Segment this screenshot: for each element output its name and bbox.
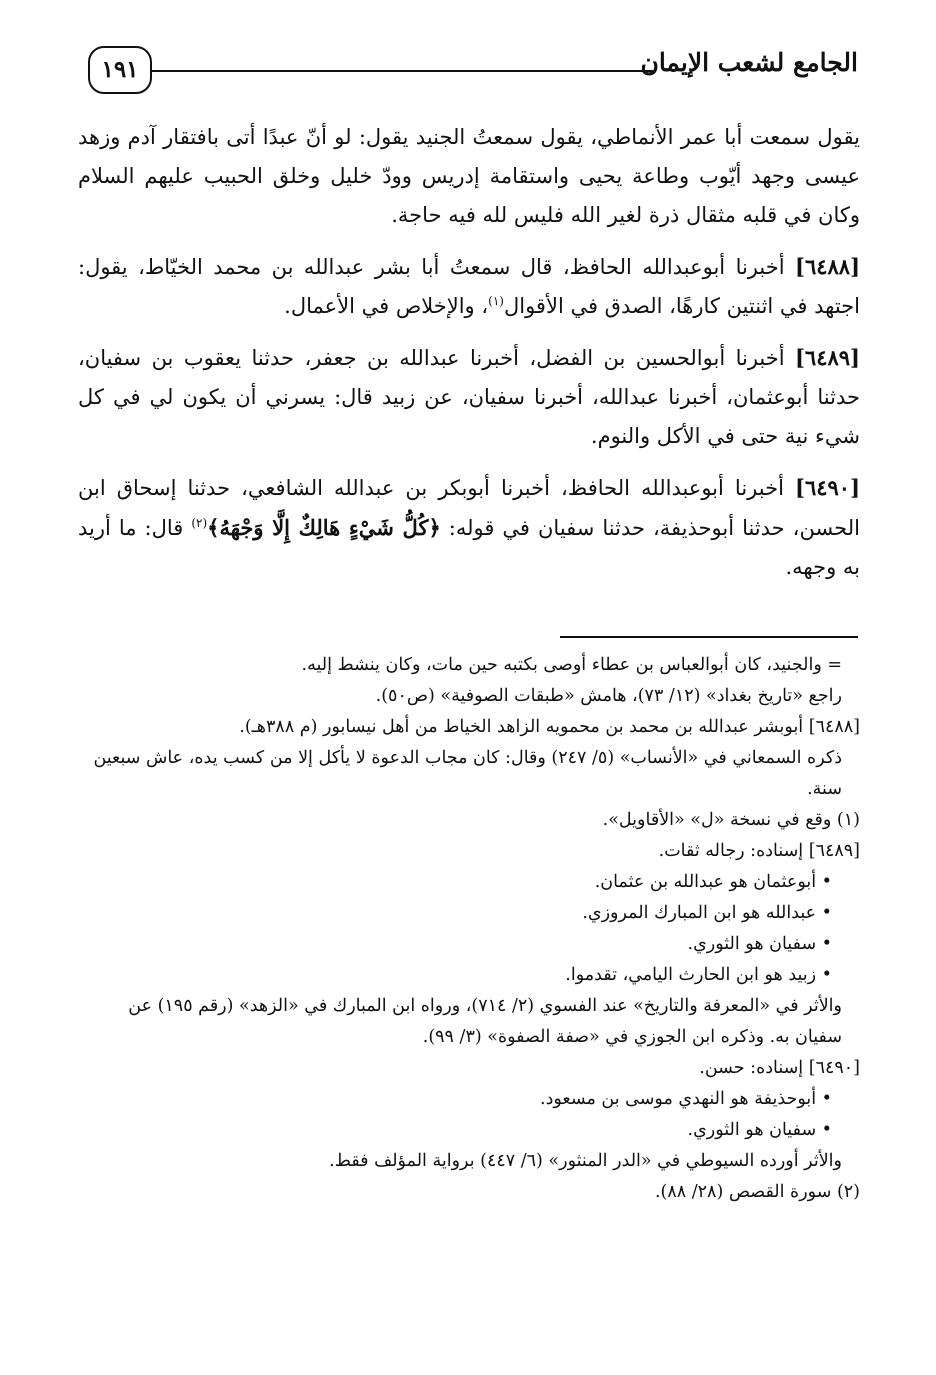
paragraph-6489 bbox=[78, 338, 860, 456]
bullet-item: • زبيد هو ابن الحارث اليامي، تقدموا. bbox=[565, 965, 832, 985]
footnote-2: (٢) سورة القصص (٢٨/ ٨٨). bbox=[654, 1182, 860, 1202]
bullet-item: • أبوحذيفة هو النهدي موسى بن مسعود. bbox=[540, 1089, 832, 1109]
note-line: والأثر أورده السيوطي في «الدر المنثور» (٦/ ٤٤٧) برواية المؤلف فقط. bbox=[329, 1151, 842, 1171]
hadith-number: [٦٤٨٨] bbox=[795, 254, 861, 279]
page-header bbox=[88, 46, 858, 102]
paragraph-text: قال: ما أريد به وجهه. bbox=[78, 516, 860, 579]
paragraph-text: ، والإخلاص في الأعمال. bbox=[284, 294, 489, 318]
paragraph-6488 bbox=[78, 247, 860, 326]
paragraph-text: أخبرنا أبوعبدالله الحافظ، أخبرنا أبوبكر بن عبدالله الشافعي، حدثنا إسحاق ابن الحسن، حدثنا أبوحذيفة، حدثنا سفيان في قوله: bbox=[78, 476, 860, 540]
bullet-item: • سفيان هو الثوري. bbox=[687, 934, 832, 954]
footnote-ref: (٢) bbox=[191, 516, 208, 530]
bullet-item: • سفيان هو الثوري. bbox=[687, 1120, 832, 1140]
note-line: = والجنيد، كان أبوالعباس بن عطاء أوصى بكتبه حين مات، وكان ينشط إليه. bbox=[301, 655, 842, 675]
hadith-number: [٦٤٩٠] bbox=[795, 475, 860, 500]
running-title: الجامع لشعب الإيمان bbox=[640, 48, 858, 77]
header-rule bbox=[152, 70, 653, 72]
footnote-ref: (١) bbox=[488, 294, 504, 308]
note-heading: [٦٤٨٨] أبوبشر عبدالله بن محمد بن محمويه الزاهد الخياط من أهل نيسابور (م ٣٨٨هـ). bbox=[239, 717, 860, 737]
paragraph-text: أخبرنا أبوعبدالله الحافظ، قال سمعتُ أبا بشر عبدالله بن محمد الخيّاط، يقول: اجتهد في اثنتين كارهًا، الصدق في الأقوال bbox=[78, 255, 860, 318]
note-heading: [٦٤٩٠] إسناده: حسن. bbox=[699, 1058, 860, 1078]
note-heading: [٦٤٨٩] إسناده: رجاله ثقات. bbox=[658, 841, 860, 861]
quran-verse: ﴿كُلُّ شَيْءٍ هَالِكٌ إِلَّا وَجْهَهُ﴾ bbox=[207, 515, 441, 540]
paragraph-text: أخبرنا أبوالحسين بن الفضل، أخبرنا عبدالله بن جعفر، حدثنا يعقوب بن سفيان، حدثنا أبوعثمان، أخبرنا عبدالله، أخبرنا سفيان، عن زبيد قال: يسرني أن يكون لي في كل شيء نية حتى في الأكل والنوم. bbox=[78, 346, 860, 448]
paragraph-6490 bbox=[78, 468, 860, 587]
note-line: والأثر في «المعرفة والتاريخ» عند الفسوي (٢/ ٧١٤)، ورواه ابن المبارك في «الزهد» (رقم ١٩٥) عن سفيان به. وذكره ابن الجوزي في «صفة الصفوة» (٣/ ٩٩). bbox=[128, 996, 842, 1047]
footnotes bbox=[78, 650, 860, 1208]
footnote-1: (١) وقع في نسخة «ل» «الأقاويل». bbox=[602, 810, 860, 830]
note-line: راجع «تاريخ بغداد» (١٢/ ٧٣)، هامش «طبقات الصوفية» (ص٥٠). bbox=[375, 686, 842, 706]
note-line: ذكره السمعاني في «الأنساب» (٥/ ٢٤٧) وقال: كان مجاب الدعوة لا يأكل إلا من كسب يده، عاش سبعين سنة. bbox=[93, 748, 842, 799]
bullet-item: • أبوعثمان هو عبدالله بن عثمان. bbox=[594, 872, 832, 892]
main-text bbox=[78, 118, 860, 599]
intro-paragraph: يقول سمعت أبا عمر الأنماطي، يقول سمعتُ الجنيد يقول: لو أنّ عبدًا أتى بافتقار آدم وزهد عيسى وجهد أيّوب وطاعة يحيى واستقامة إدريس وودّ خليل وخلق الحبيب عليهم السلام وكان في قلبه مثقال ذرة لغير الله فليس لله فيه حاجة. bbox=[78, 125, 860, 227]
footnote-divider bbox=[560, 636, 858, 638]
hadith-number: [٦٤٨٩] bbox=[794, 345, 860, 370]
bullet-item: • عبدالله هو ابن المبارك المروزي. bbox=[582, 903, 832, 923]
page-number: ١٩١ bbox=[88, 46, 152, 94]
